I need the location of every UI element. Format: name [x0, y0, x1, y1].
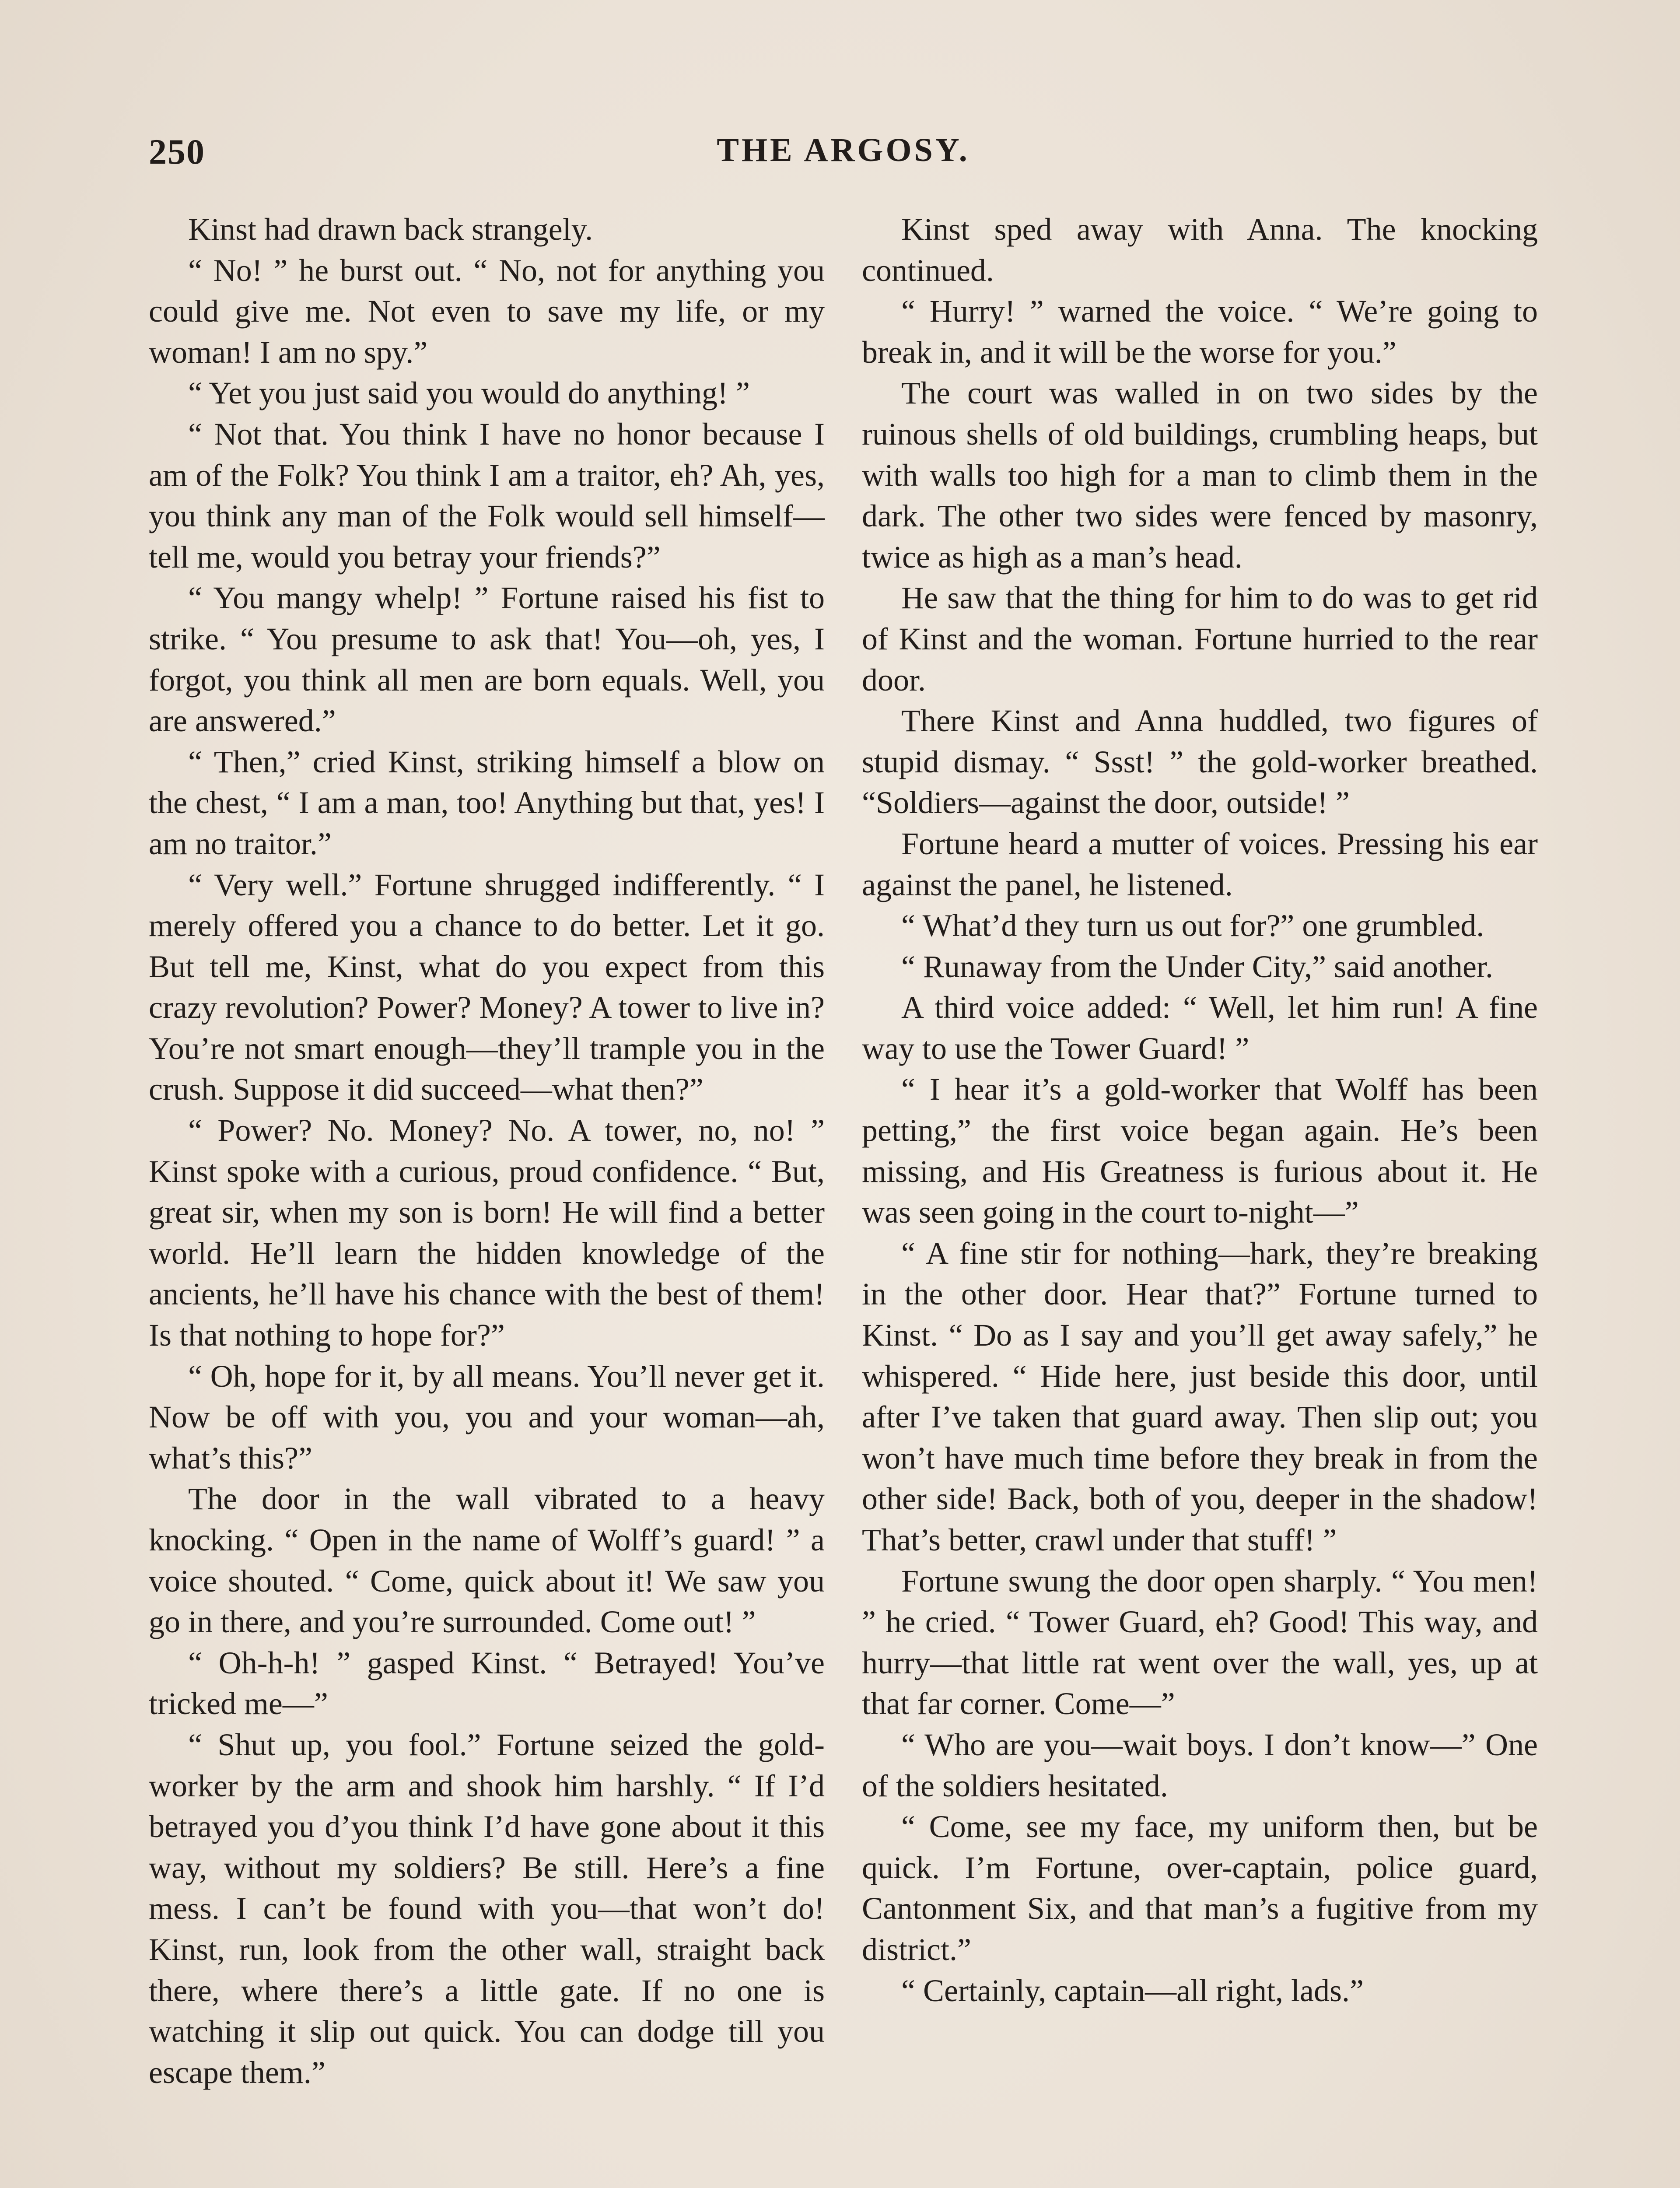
paragraph: “ Hurry! ” warned the voice. “ We’re going to break in, and it will be the worse for you.” — [862, 294, 1538, 370]
paragraph: Kinst sped away with Anna. The knocking continued. — [862, 212, 1538, 288]
paragraph: Fortune swung the door open sharply. “ You men! ” he cried. “ Tower Guard, eh? Good! This way, and hurry—that little rat went over the wall, yes, up at that far corner. Come—” — [862, 1563, 1538, 1722]
paragraph: “ A fine stir for nothing—hark, they’re breaking in the other door. Hear that?” Fortune turned to Kinst. “ Do as I say and you’ll get away safely,” he whispered. “ Hide here, just beside this door, until after I’ve taken that guard away. Then slip out; you won’t have much time before they break in from the other side! Back, both of you, deeper in the shadow! That’s better, crawl under that stuff! ” — [862, 1235, 1538, 1557]
paragraph: The door in the wall vibrated to a heavy knocking. “ Open in the name of Wolff’s guard! ” a voice shouted. “ Come, quick about it! We saw you go in there, and you’re surrounded. Come out! ” — [149, 1481, 825, 1640]
left-column — [149, 209, 825, 2093]
paragraph: “ Runaway from the Under City,” said another. — [901, 949, 1493, 984]
paragraph: “ Not that. You think I have no honor because I am of the Folk? You think I am a traitor, eh? Ah, yes, you think any man of the Folk would sell himself—tell me, would you betray your friends?” — [149, 416, 825, 575]
paragraph: “ No! ” he burst out. “ No, not for anything you could give me. Not even to save my life, or my woman! I am no spy.” — [149, 252, 825, 370]
paragraph: A third voice added: “ Well, let him run! A fine way to use the Tower Guard! ” — [862, 990, 1538, 1066]
paragraph: “ What’d they turn us out for?” one grumbled. — [901, 908, 1484, 943]
paragraph: “ Very well.” Fortune shrugged indifferently. “ I merely offered you a chance to do better. Let it go. But tell me, Kinst, what do you expect from this crazy revolution? Power? Money? A tower to live in? You’re not smart enough—they’ll trample you in the crush. Suppose it did succeed—what then?” — [149, 867, 825, 1107]
paragraph: He saw that the thing for him to do was to get rid of Kinst and the woman. Fortune hurried to the rear door. — [862, 580, 1538, 698]
paragraph: “ Yet you just said you would do anything! ” — [188, 375, 750, 411]
paragraph: “ Come, see my face, my uniform then, but be quick. I’m Fortune, over-captain, police guard, Cantonment Six, and that man’s a fugitive from my district.” — [862, 1809, 1538, 1967]
paragraph: “ Oh, hope for it, by all means. You’ll never get it. Now be off with you, you and your woman—ah, what’s this?” — [149, 1358, 825, 1476]
paragraph: “ I hear it’s a gold-worker that Wolff has been petting,” the first voice began again. He’s been missing, and His Greatness is furious about it. He was seen going in the court to-night—” — [862, 1072, 1538, 1230]
paragraph: “ Certainly, captain—all right, lads.” — [901, 1973, 1364, 2008]
paragraph: “ Power? No. Money? No. A tower, no, no! ” Kinst spoke with a curious, proud confidence. “ But, great sir, when my son is born! He will find a better world. He’ll learn the hidden knowledge of the ancients, he’ll have his chance with the best of them! Is that nothing to hope for?” — [149, 1113, 825, 1353]
paragraph: There Kinst and Anna huddled, two figures of stupid dismay. “ Ssst! ” the gold-worker breathed. “Soldiers—against the door, outside! ” — [862, 703, 1538, 820]
right-column — [862, 209, 1538, 2011]
page-number: 250 — [149, 132, 205, 172]
paragraph: “ Oh-h-h! ” gasped Kinst. “ Betrayed! You’ve tricked me—” — [149, 1645, 825, 1722]
paragraph: Fortune heard a mutter of voices. Pressing his ear against the panel, he listened. — [862, 826, 1538, 902]
page-header — [149, 131, 1538, 179]
running-title: THE ARGOSY. — [717, 132, 970, 168]
paragraph: Kinst had drawn back strangely. — [188, 212, 593, 247]
paragraph: “ Shut up, you fool.” Fortune seized the gold-worker by the arm and shook him harshly. “ If I’d betrayed you d’you think I’d have gone about it this way, without my soldiers? Be still. Here’s a fine mess. I can’t be found with you—that won’t do! Kinst, run, look from the other wall, straight back there, where there’s a little gate. If no one is watching it slip out quick. You can dodge till you escape them.” — [149, 1727, 825, 2090]
paragraph: “ You mangy whelp! ” Fortune raised his fist to strike. “ You presume to ask that! You—oh, yes, I forgot, you think all men are born equals. Well, you are answered.” — [149, 580, 825, 739]
paragraph: The court was walled in on two sides by the ruinous shells of old buildings, crumbling heaps, but with walls too high for a man to climb them in the dark. The other two sides were fenced by masonry, twice as high as a man’s head. — [862, 375, 1538, 575]
paragraph: “ Then,” cried Kinst, striking himself a blow on the chest, “ I am a man, too! Anything but that, yes! I am no traitor.” — [149, 744, 825, 861]
paragraph: “ Who are you—wait boys. I don’t know—” One of the soldiers hesitated. — [862, 1727, 1538, 1803]
